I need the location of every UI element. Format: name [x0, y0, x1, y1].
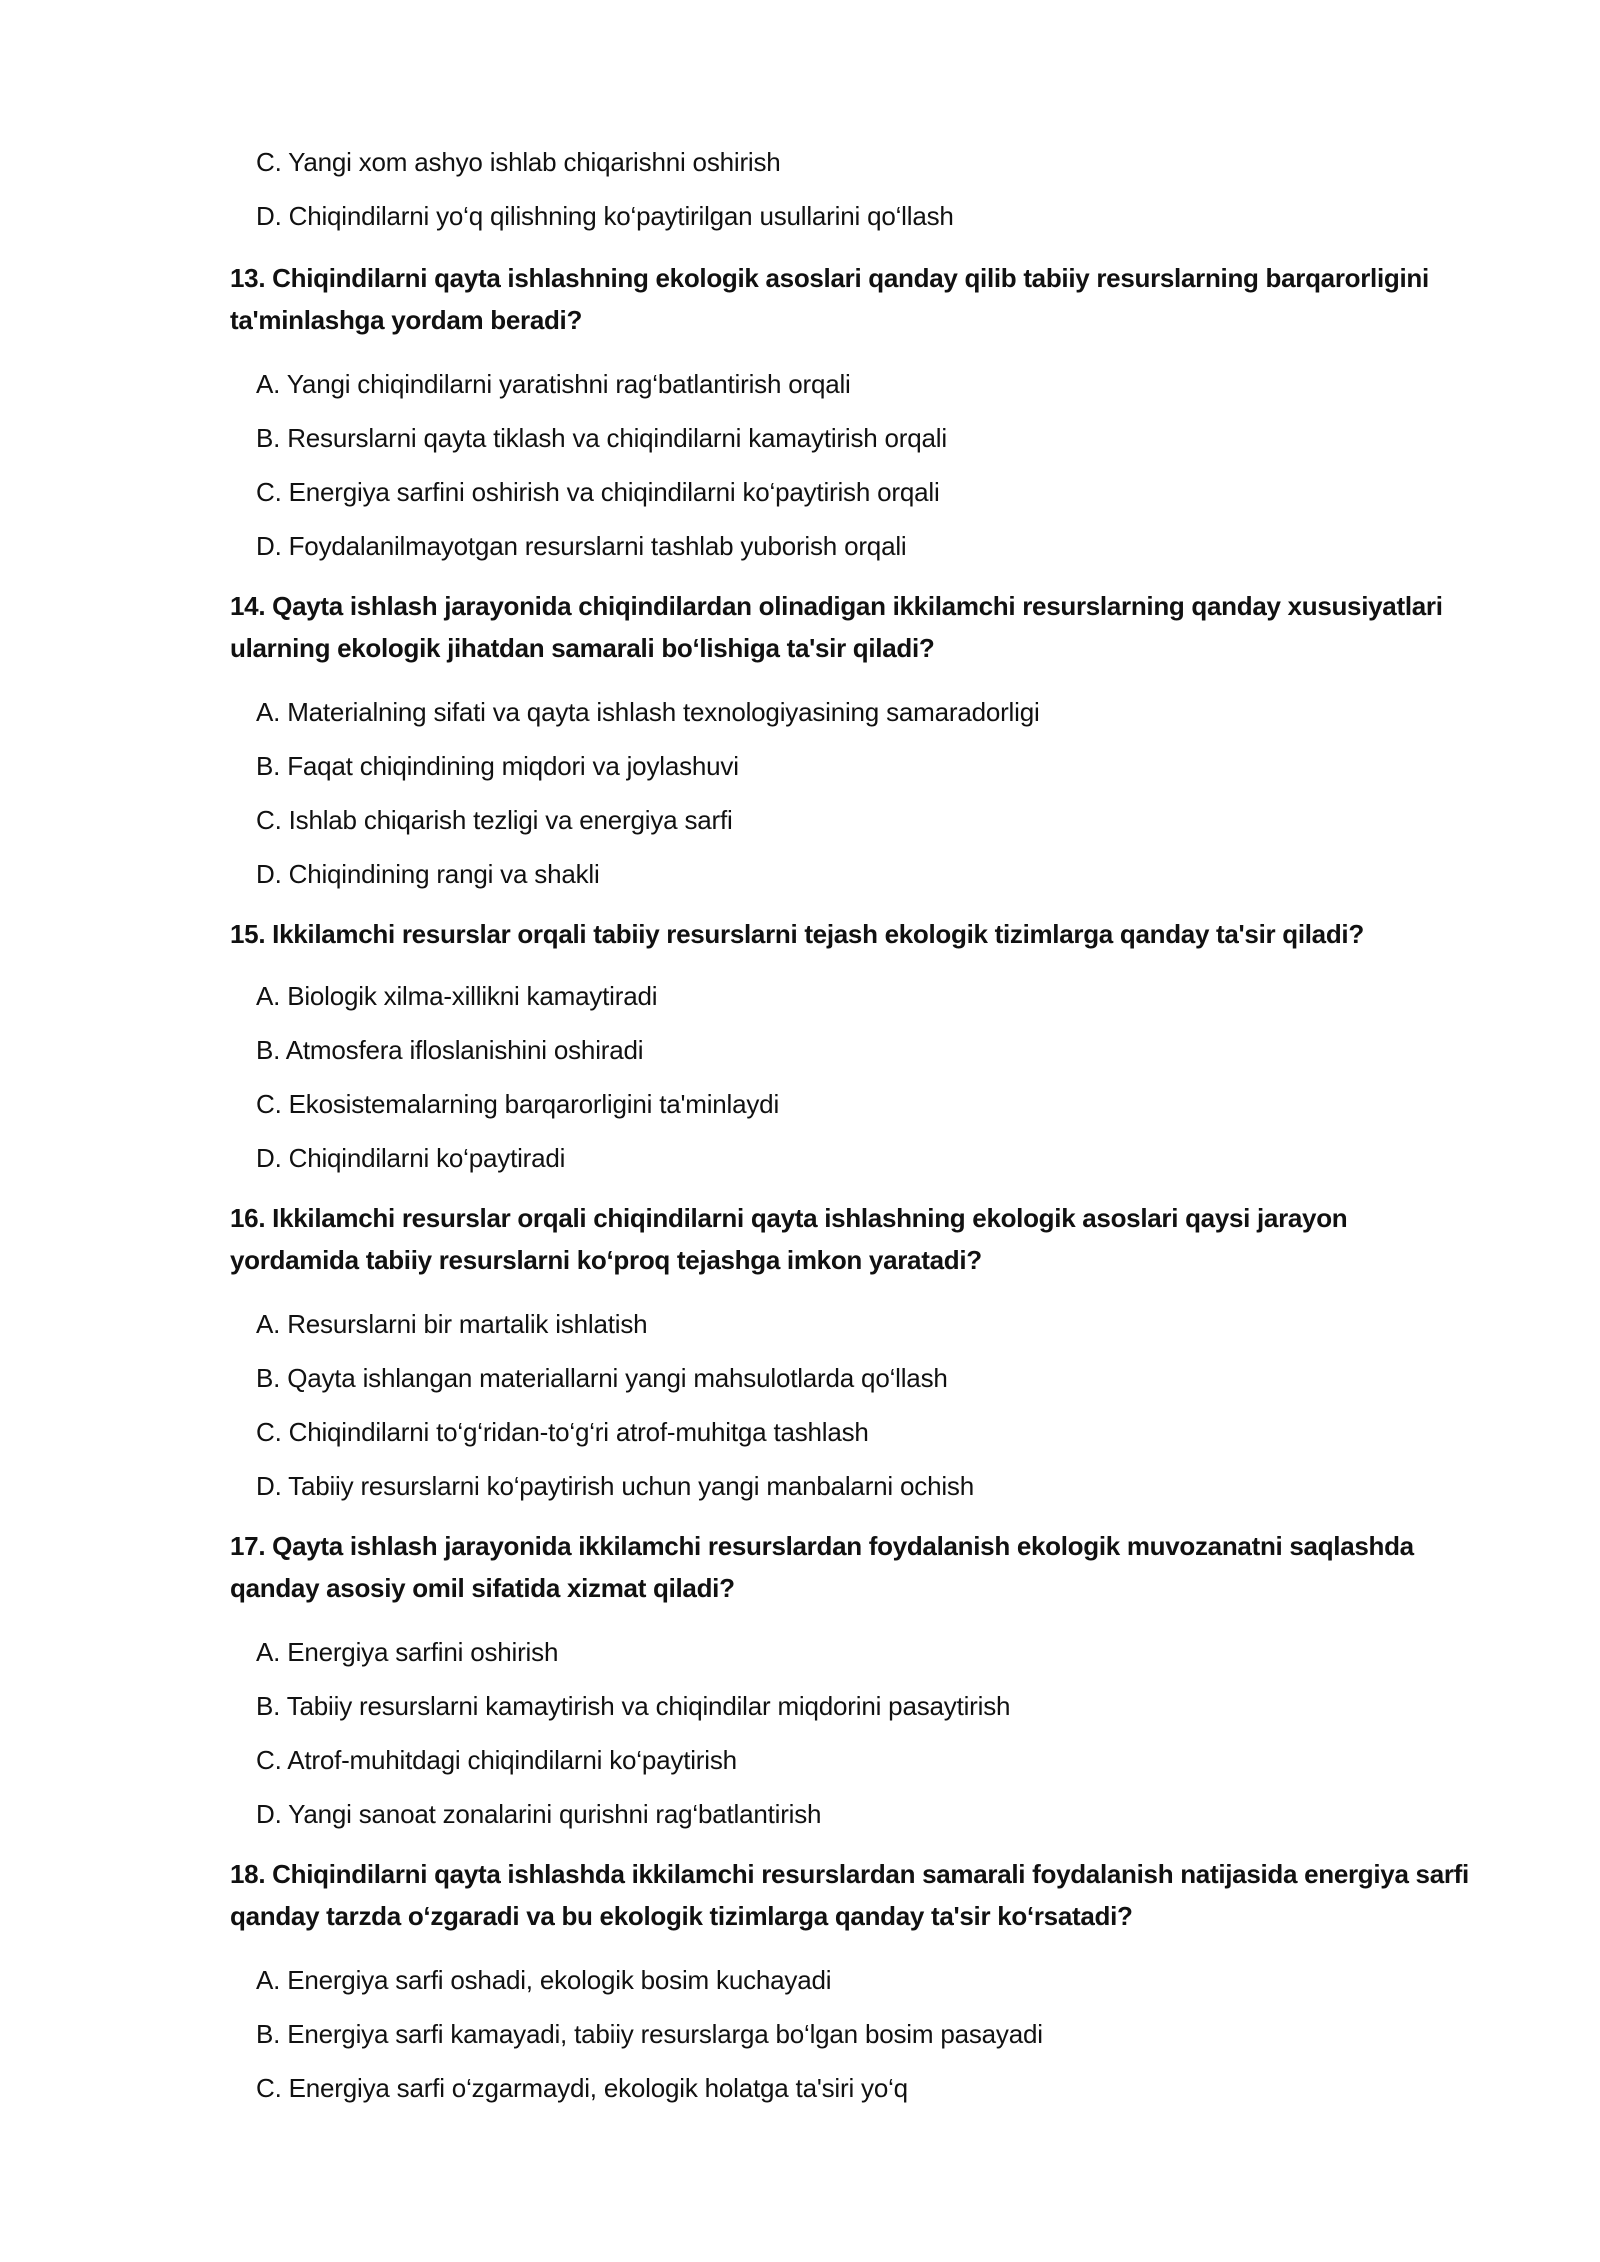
q15-option-a: A. Biologik xilma-xillikni kamaytiradi — [256, 981, 658, 1011]
q17-text-line-1: 17. Qayta ishlash jarayonida ikkilamchi resurslardan foydalanish ekologik muvozanatni saqlashda — [230, 1531, 1414, 1561]
q13-text-line-2: ta'minlashga yordam beradi? — [230, 305, 583, 335]
q18-option-b: B. Energiya sarfi kamayadi, tabiiy resurslarga bo‘lgan bosim pasayadi — [256, 2019, 1043, 2049]
q15-option-d: D. Chiqindilarni ko‘paytiradi — [256, 1143, 566, 1173]
q13-option-d: D. Foydalanilmayotgan resurslarni tashlab yuborish orqali — [256, 531, 907, 561]
q17-text-line-2: qanday asosiy omil sifatida xizmat qiladi? — [230, 1573, 735, 1603]
q17-option-c: C. Atrof-muhitdagi chiqindilarni ko‘paytirish — [256, 1745, 737, 1775]
q15-option-b: B. Atmosfera ifloslanishini oshiradi — [256, 1035, 644, 1065]
q18-option-c: C. Energiya sarfi o‘zgarmaydi, ekologik holatga ta'siri yo‘q — [256, 2073, 908, 2103]
q13-text-line-1: 13. Chiqindilarni qayta ishlashning ekologik asoslari qanday qilib tabiiy resurslarning barqarorligini — [230, 263, 1429, 293]
q12-option-d: D. Chiqindilarni yo‘q qilishning ko‘paytirilgan usullarini qo‘llash — [256, 201, 954, 231]
q16-text-line-1: 16. Ikkilamchi resurslar orqali chiqindilarni qayta ishlashning ekologik asoslari qaysi jarayon — [230, 1203, 1348, 1233]
q18-option-a: A. Energiya sarfi oshadi, ekologik bosim kuchayadi — [256, 1965, 832, 1995]
q17-option-b: B. Tabiiy resurslarni kamaytirish va chiqindilar miqdorini pasaytirish — [256, 1691, 1011, 1721]
q18-text-line-2: qanday tarzda o‘zgaradi va bu ekologik tizimlarga qanday ta'sir ko‘rsatadi? — [230, 1901, 1133, 1931]
q14-option-b: B. Faqat chiqindining miqdori va joylashuvi — [256, 751, 739, 781]
q14-text-line-1: 14. Qayta ishlash jarayonida chiqindilardan olinadigan ikkilamchi resurslarning qanday xususiyatlari — [230, 591, 1443, 621]
q15-option-c: C. Ekosistemalarning barqarorligini ta'minlaydi — [256, 1089, 780, 1119]
q13-option-c: C. Energiya sarfini oshirish va chiqindilarni ko‘paytirish orqali — [256, 477, 940, 507]
q17-option-a: A. Energiya sarfini oshirish — [256, 1637, 559, 1667]
q13-option-b: B. Resurslarni qayta tiklash va chiqindilarni kamaytirish orqali — [256, 423, 947, 453]
q12-option-c: C. Yangi xom ashyo ishlab chiqarishni oshirish — [256, 147, 781, 177]
q16-text-line-2: yordamida tabiiy resurslarni ko‘proq tejashga imkon yaratadi? — [230, 1245, 982, 1275]
q17-option-d: D. Yangi sanoat zonalarini qurishni rag‘batlantirish — [256, 1799, 822, 1829]
q18-text-line-1: 18. Chiqindilarni qayta ishlashda ikkilamchi resurslardan samarali foydalanish natijasida energiya sarfi — [230, 1859, 1469, 1889]
q16-option-c: C. Chiqindilarni to‘g‘ridan-to‘g‘ri atrof-muhitga tashlash — [256, 1417, 869, 1447]
q13-option-a: A. Yangi chiqindilarni yaratishni rag‘batlantirish orqali — [256, 369, 851, 399]
q14-option-c: C. Ishlab chiqarish tezligi va energiya sarfi — [256, 805, 733, 835]
q16-option-b: B. Qayta ishlangan materiallarni yangi mahsulotlarda qo‘llash — [256, 1363, 948, 1393]
q16-option-d: D. Tabiiy resurslarni ko‘paytirish uchun yangi manbalarni ochish — [256, 1471, 974, 1501]
q14-option-d: D. Chiqindining rangi va shakli — [256, 859, 600, 889]
q16-option-a: A. Resurslarni bir martalik ishlatish — [256, 1309, 648, 1339]
q14-option-a: A. Materialning sifati va qayta ishlash texnologiyasining samaradorligi — [256, 697, 1040, 727]
q15-text-line-1: 15. Ikkilamchi resurslar orqali tabiiy resurslarni tejash ekologik tizimlarga qanday ta'sir qiladi? — [230, 919, 1364, 949]
q14-text-line-2: ularning ekologik jihatdan samarali bo‘lishiga ta'sir qiladi? — [230, 633, 935, 663]
